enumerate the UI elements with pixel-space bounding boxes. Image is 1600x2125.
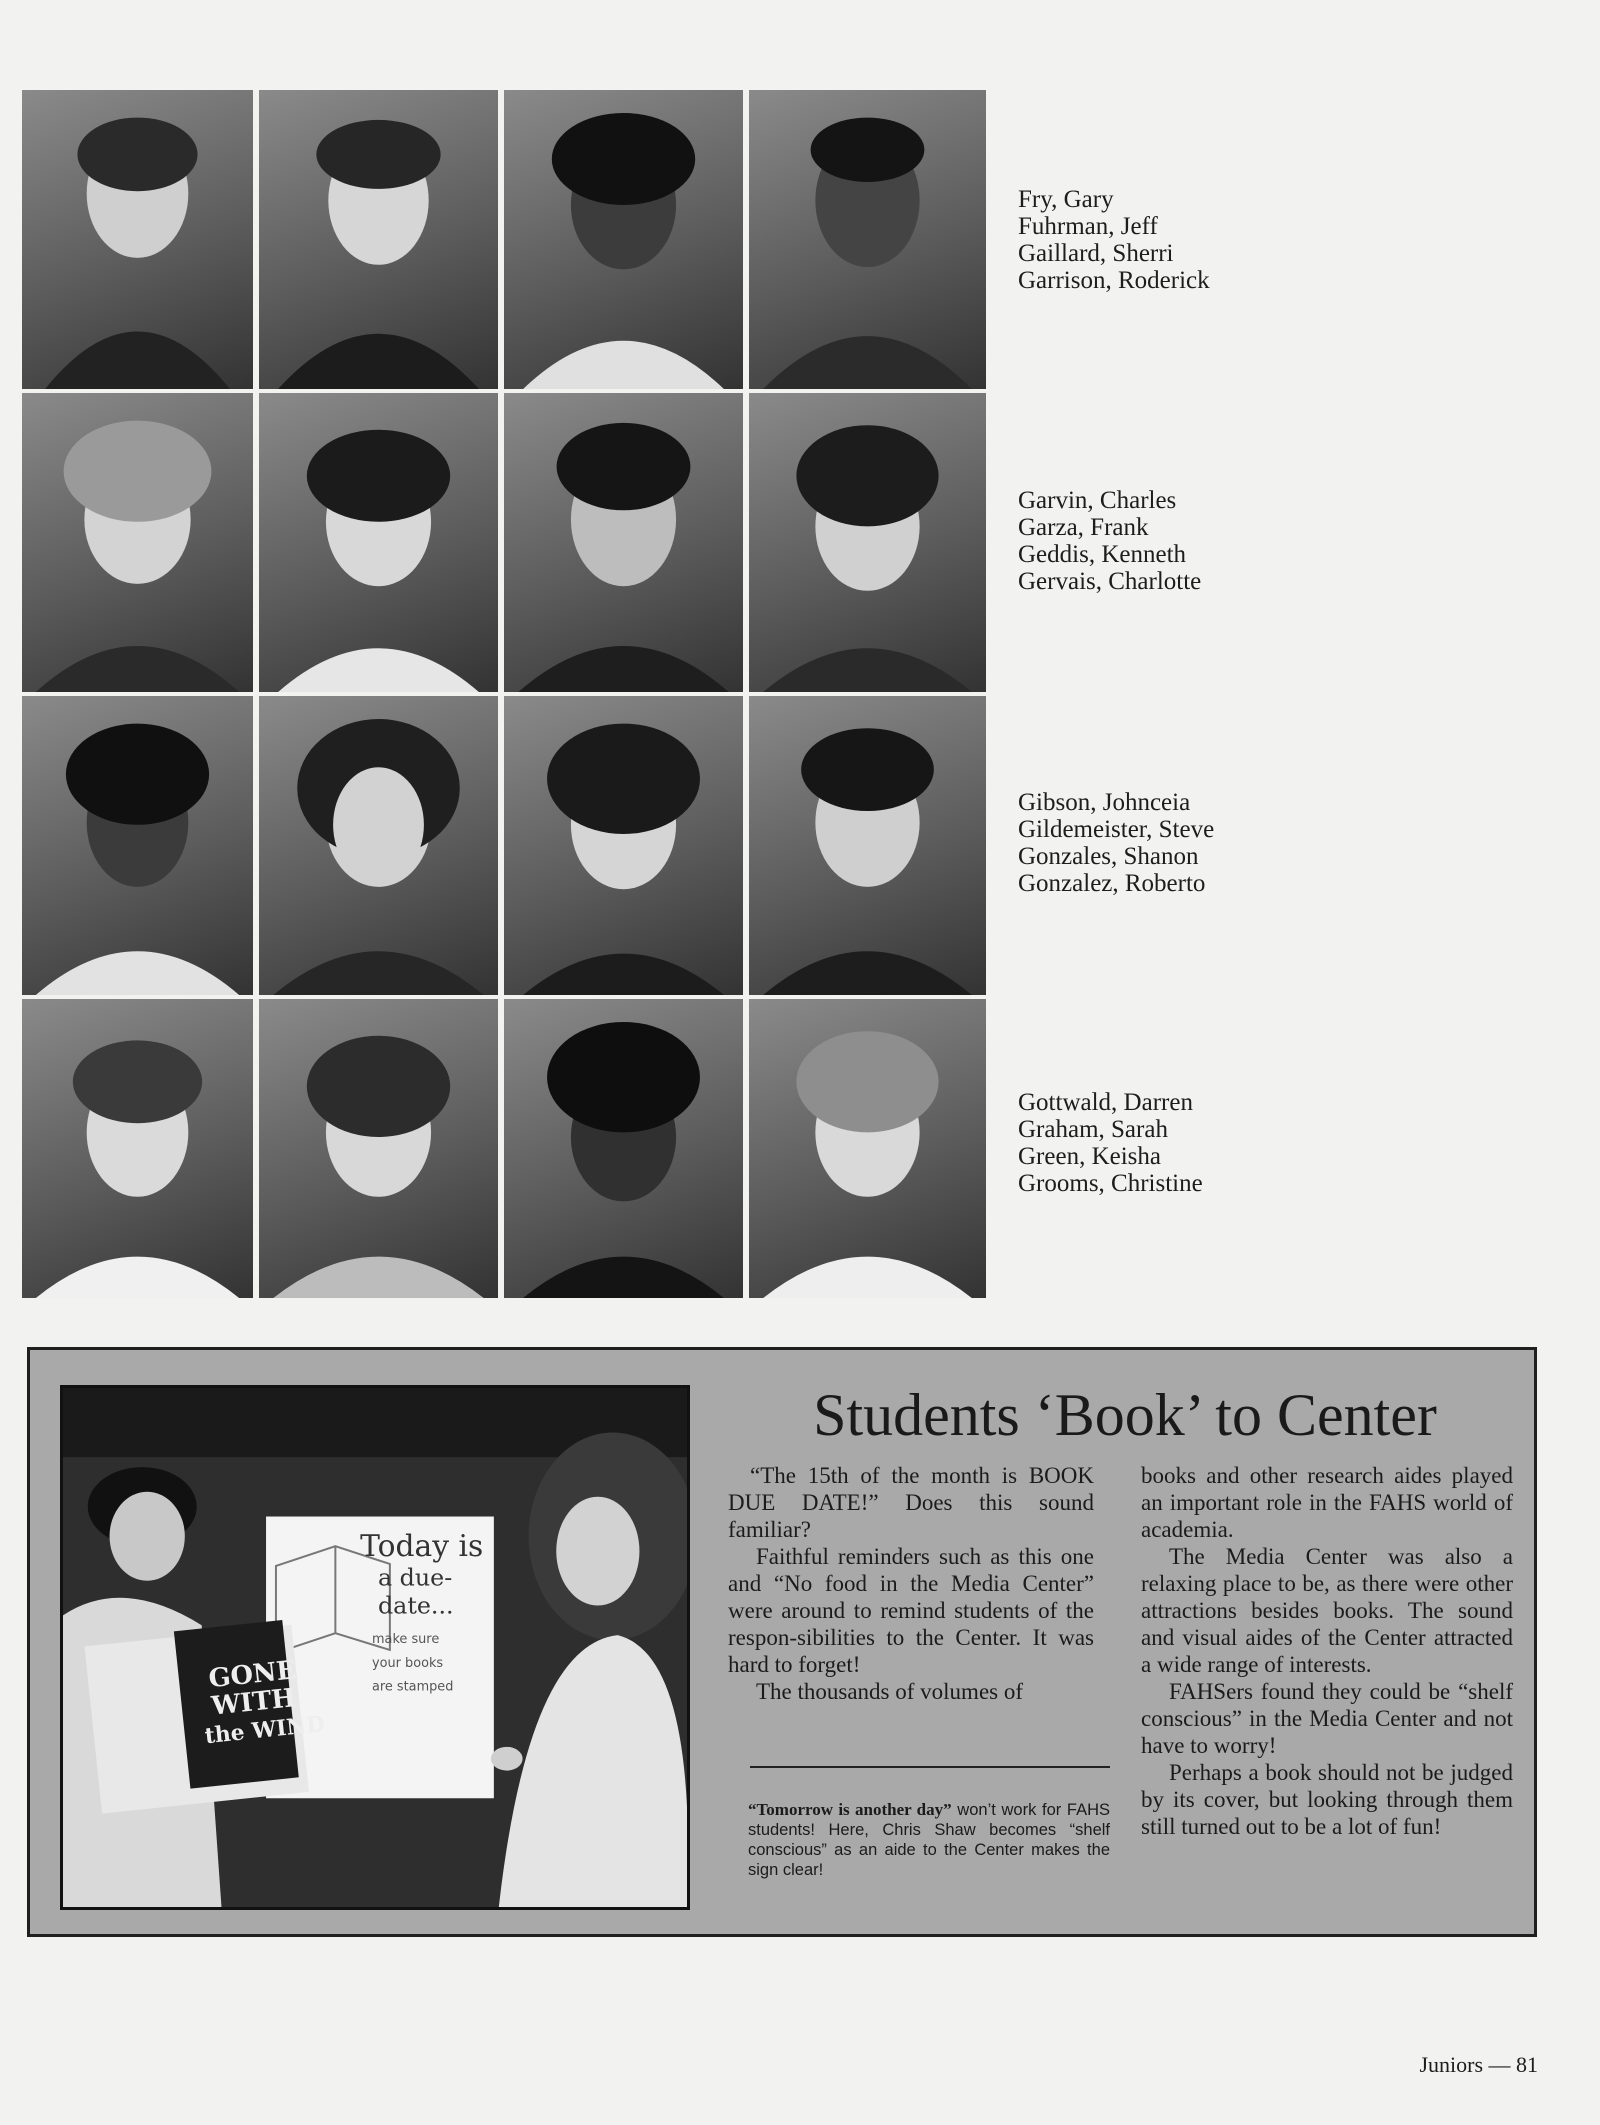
- book-title: GONE: [207, 1655, 298, 1695]
- portrait-photo: [749, 999, 986, 1298]
- sign-text: your books: [372, 1655, 444, 1671]
- caption-lead: “Tomorrow is another day”: [748, 1800, 952, 1819]
- article-column-1: [728, 1462, 1094, 1705]
- photo-caption: [748, 1800, 1110, 1880]
- portrait-photo: [22, 90, 253, 389]
- article-paragraph: The thousands of volumes of: [756, 1679, 1024, 1704]
- student-name: Gibson, Johnceia: [1018, 789, 1191, 816]
- portrait-photo: [259, 393, 498, 692]
- article-paragraph: Perhaps a book should not be judged by its cover, but looking through them still turned out to be a lot of fun!: [1141, 1760, 1513, 1839]
- article-paragraph: books and other research aides played an important role in the FAHS world of academia.: [1141, 1463, 1513, 1542]
- portrait-photo: [504, 90, 743, 389]
- student-name: Green, Keisha: [1018, 1143, 1161, 1170]
- feature-photo: [60, 1385, 690, 1910]
- sign-text: a due-: [377, 1563, 453, 1592]
- article-paragraph: “The 15th of the month is BOOK DUE DATE!” Does this sound familiar?: [728, 1463, 1094, 1542]
- sign-text: are stamped: [372, 1679, 454, 1695]
- student-name: Garvin, Charles: [1018, 487, 1177, 514]
- portrait-photo: [259, 999, 498, 1298]
- caption-divider: [750, 1766, 1110, 1768]
- name-list-row-4: [1018, 1089, 1203, 1197]
- student-name: Gervais, Charlotte: [1018, 568, 1202, 595]
- portrait-photo: [259, 90, 498, 389]
- feature-headline: Students ‘Book’ to Center: [813, 1382, 1437, 1448]
- name-list-row-3: [1018, 789, 1214, 897]
- portrait-photo: [504, 999, 743, 1298]
- sign-text: Today is: [360, 1528, 484, 1564]
- portrait-photo: [749, 90, 986, 389]
- portrait-photo: [22, 999, 253, 1298]
- sign-text: date...: [377, 1591, 454, 1620]
- portrait-photo: [504, 393, 743, 692]
- portrait-photo: [749, 696, 986, 995]
- portrait-photo: [22, 393, 253, 692]
- portrait-photo: [749, 393, 986, 692]
- portrait-photo: [22, 696, 253, 995]
- book-title: the WIND: [203, 1711, 327, 1750]
- student-name: Gaillard, Sherri: [1018, 240, 1174, 267]
- student-name: Garza, Frank: [1018, 514, 1149, 541]
- student-name: Garrison, Roderick: [1018, 267, 1210, 294]
- article-paragraph: FAHSers found they could be “shelf conscious” in the Media Center and not have to worry!: [1141, 1679, 1513, 1758]
- page-folio: Juniors — 81: [1419, 2052, 1538, 2077]
- student-name: Grooms, Christine: [1018, 1170, 1203, 1197]
- student-name: Graham, Sarah: [1018, 1116, 1168, 1143]
- media-center-photo: [63, 1388, 687, 1907]
- feature-panel: [27, 1347, 1537, 1937]
- article-paragraph: Faithful reminders such as this one and “No food in the Media Center” were around to remind students of the respon-sibilities to the Center. It was hard to forget!: [728, 1544, 1094, 1677]
- book-title: WITH: [210, 1683, 298, 1722]
- portrait-photo: [259, 696, 498, 995]
- article-column-2: [1141, 1462, 1513, 1840]
- student-name: Geddis, Kenneth: [1018, 541, 1187, 568]
- student-name: Fry, Gary: [1018, 186, 1114, 213]
- sign-text: make sure: [372, 1632, 440, 1648]
- student-name: Gonzales, Shanon: [1018, 843, 1199, 870]
- student-name: Fuhrman, Jeff: [1018, 213, 1158, 240]
- student-name: Gildemeister, Steve: [1018, 816, 1215, 843]
- caption-body: won’t work for FAHS students! Here, Chris Shaw becomes “shelf conscious” as an aide to the Center makes the sign clear!: [748, 1801, 1110, 1879]
- portrait-photo: [504, 696, 743, 995]
- student-name: Gonzalez, Roberto: [1018, 870, 1206, 897]
- name-list-row-1: [1018, 186, 1210, 294]
- name-list-row-2: [1018, 487, 1201, 595]
- article-paragraph: The Media Center was also a relaxing place to be, as there were other attractions besides books. The sound and visual aides of the Center attracted a wide range of interests.: [1141, 1544, 1513, 1677]
- student-name: Gottwald, Darren: [1018, 1089, 1193, 1116]
